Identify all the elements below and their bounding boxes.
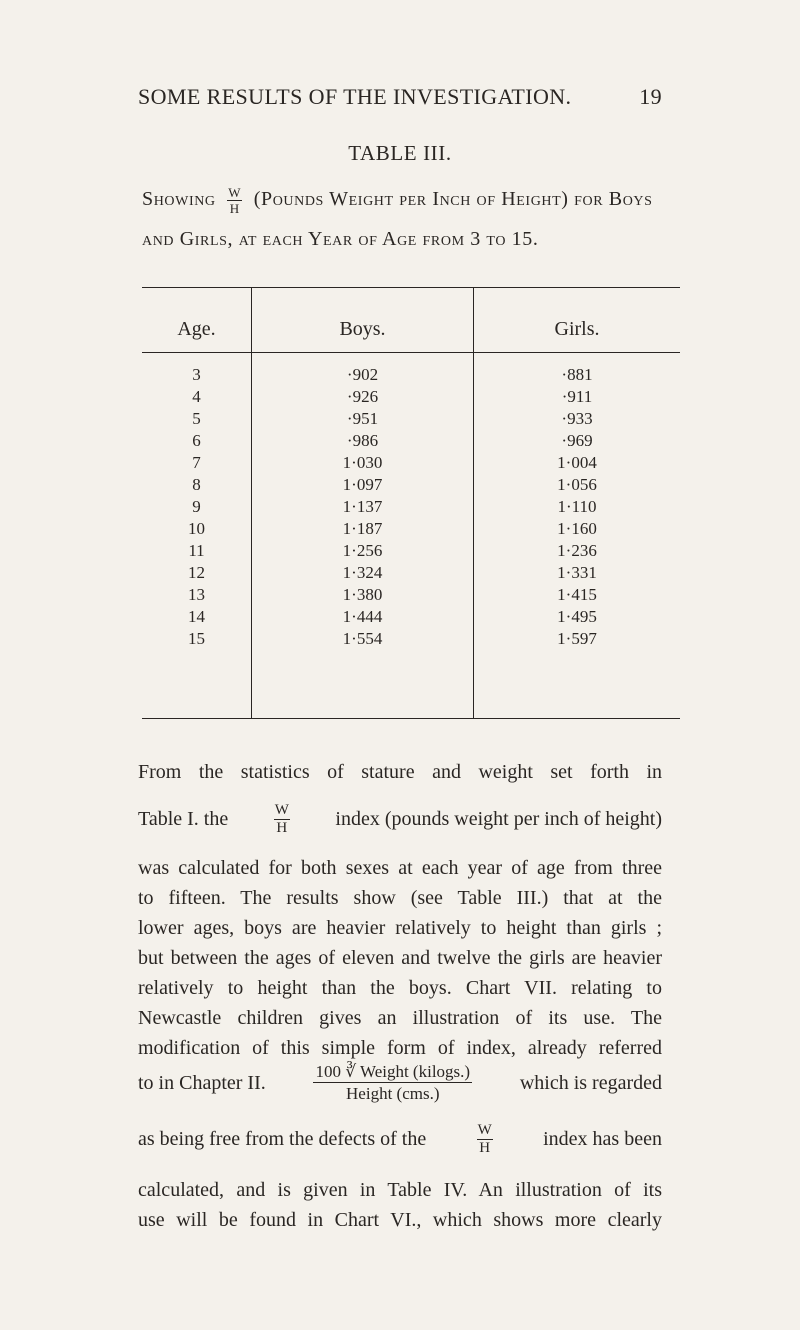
age-cell: 10 (188, 519, 205, 538)
para-line-6: but between the ages of eleven and twelve the girls are heavier (138, 947, 662, 969)
para-line-2-end: index (pounds weight per inch of height) (335, 808, 662, 831)
boys-cell: ·902 (346, 365, 379, 384)
wh-fraction-num: W (274, 802, 289, 818)
girls-cell: 1·597 (557, 629, 597, 648)
girls-cell: 1·160 (557, 519, 597, 538)
para-line-10-start: to in Chapter II. (138, 1071, 266, 1094)
para-line-11-end: index has been (543, 1128, 662, 1151)
caption-fraction-den: H (229, 201, 240, 216)
para-line-1: From the statistics of stature and weight set forth in (138, 761, 662, 783)
age-cell: 6 (192, 431, 201, 450)
caption-fraction (227, 186, 242, 215)
para-line-10-end: which is regarded (519, 1071, 662, 1094)
age-cell: 12 (188, 563, 205, 582)
boys-cell: 1·030 (342, 453, 383, 472)
boys-column (252, 364, 473, 650)
column-header-boys: Boys. (339, 318, 386, 340)
column-header-girls: Girls. (554, 318, 600, 340)
para-line-8: Newcastle children gives an illustration of its use. The (138, 1007, 662, 1029)
girls-cell: 1·495 (557, 607, 597, 626)
age-cell: 15 (188, 629, 205, 648)
index-formula (313, 1063, 472, 1103)
age-cell: 9 (192, 497, 201, 516)
age-cell: 14 (188, 607, 205, 626)
boys-cell: 1·380 (342, 585, 383, 604)
age-cell: 3 (192, 365, 201, 384)
girls-cell: ·911 (561, 387, 593, 406)
age-cell: 11 (188, 541, 205, 560)
table-top-rule (142, 287, 680, 288)
girls-cell: ·969 (561, 431, 593, 450)
para-line-2 (138, 803, 662, 836)
page-number: 19 (639, 84, 662, 109)
table-bottom-rule (142, 718, 680, 719)
boys-cell: ·951 (346, 409, 379, 428)
column-header-age: Age. (177, 318, 216, 340)
age-cell: 7 (192, 453, 201, 472)
wh-fraction-2-den: H (479, 1140, 491, 1156)
girls-cell: 1·004 (557, 453, 597, 472)
girls-cell: 1·236 (557, 541, 597, 560)
para-line-5: lower ages, boys are heavier relatively to height than girls ; (138, 917, 662, 939)
boys-cell: 1·444 (342, 607, 383, 626)
para-line-10 (138, 1063, 662, 1103)
wh-fraction-den: H (276, 820, 288, 836)
table-header-rule (142, 352, 680, 353)
age-cell: 5 (192, 409, 201, 428)
boys-cell: 1·097 (342, 475, 383, 494)
para-line-12: calculated, and is given in Table IV. An illustration of its (138, 1179, 662, 1201)
age-cell: 13 (188, 585, 205, 604)
boys-cell: 1·554 (342, 629, 383, 648)
boys-cell: 1·324 (342, 563, 383, 582)
caption-fraction-num: W (228, 185, 242, 200)
index-formula-num: 100 ∛ Weight (kilogs.) (315, 1062, 471, 1081)
para-line-7: relatively to height than the boys. Chart VII. relating to (138, 977, 662, 999)
caption-end: (Pounds Weight per Inch of Height) for Boys (253, 188, 653, 211)
para-line-4: to fifteen. The results show (see Table III.) that at the (138, 887, 662, 909)
para-line-11-start: as being free from the defects of the (138, 1128, 427, 1151)
girls-cell: ·933 (561, 409, 593, 428)
girls-cell: 1·056 (557, 475, 597, 494)
running-header (138, 84, 662, 114)
para-line-9: modification of this simple form of index, already referred (138, 1037, 662, 1059)
table-caption-line-1 (142, 186, 653, 215)
para-line-11 (138, 1123, 662, 1156)
index-formula-den: Height (cms.) (346, 1083, 440, 1103)
para-line-3: was calculated for both sexes at each year of age from three (138, 857, 662, 879)
age-cell: 8 (192, 475, 201, 494)
girls-cell: 1·415 (557, 585, 597, 604)
girls-cell: 1·110 (557, 497, 597, 516)
girls-column (474, 364, 680, 650)
boys-cell: 1·137 (342, 497, 383, 516)
wh-fraction-2-num: W (477, 1122, 492, 1138)
boys-cell: 1·187 (342, 519, 383, 538)
boys-cell: ·986 (346, 431, 379, 450)
table-caption-line-2: and Girls, at each Year of Age from 3 to 15. (142, 228, 539, 250)
boys-cell: 1·256 (342, 541, 383, 560)
running-title: SOME RESULTS OF THE INVESTIGATION. (138, 84, 572, 109)
para-line-13: use will be found in Chart VI., which shows more clearly (138, 1209, 662, 1231)
para-line-2-start: Table I. the (138, 808, 229, 831)
table-title: TABLE III. (348, 141, 452, 165)
boys-cell: ·926 (346, 387, 379, 406)
age-cell: 4 (192, 387, 201, 406)
wh-fraction-2 (477, 1123, 493, 1156)
age-column (142, 364, 251, 650)
wh-fraction (274, 803, 290, 836)
caption-start: Showing (142, 188, 216, 211)
girls-cell: 1·331 (557, 563, 597, 582)
girls-cell: ·881 (561, 365, 593, 384)
